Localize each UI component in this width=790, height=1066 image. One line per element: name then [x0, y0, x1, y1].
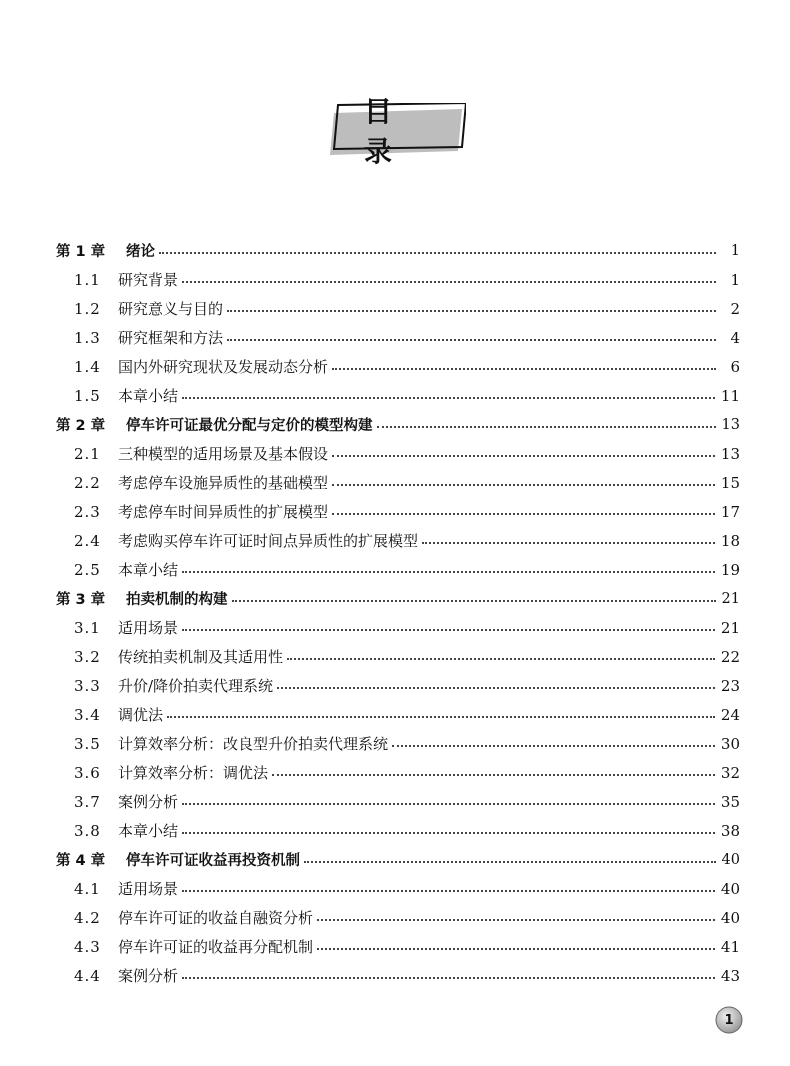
toc-entry-page: 1 — [730, 242, 740, 259]
toc-section-row — [56, 642, 740, 671]
toc-entry-number: 2.2 — [74, 473, 101, 492]
toc-entry-page: 22 — [720, 647, 740, 666]
toc-entry-page: 11 — [720, 386, 740, 405]
toc-entry-title: 适用场景 — [118, 880, 179, 898]
toc-entry-number: 第 4 章 — [56, 853, 106, 869]
toc-entry-page: 40 — [721, 851, 740, 868]
toc-entry-number: 4.1 — [74, 879, 101, 898]
toc-section-row — [56, 265, 740, 294]
toc-entry-page: 24 — [720, 705, 740, 724]
toc-entry-page: 13 — [721, 416, 740, 433]
toc-entry-number: 4.2 — [74, 908, 101, 927]
toc-entry-page: 18 — [720, 531, 740, 550]
toc-dot-leader — [277, 687, 715, 689]
toc-entry-page: 40 — [720, 879, 740, 898]
toc-dot-leader — [182, 629, 715, 631]
toc-entry-page: 38 — [720, 821, 740, 840]
toc-entry-number: 1.5 — [74, 386, 101, 405]
toc-section-row — [56, 497, 740, 526]
toc-entry-page: 23 — [720, 676, 740, 695]
toc-dot-leader — [422, 542, 715, 544]
toc-entry-title: 停车许可证最优分配与定价的模型构建 — [126, 418, 373, 434]
toc-entry-page: 41 — [720, 937, 740, 956]
toc-section-row — [56, 816, 740, 845]
toc-dot-leader — [392, 745, 715, 747]
toc-entry-title: 本章小结 — [118, 387, 179, 405]
toc-entry-page: 2 — [730, 299, 740, 318]
toc-entry-page: 13 — [720, 444, 740, 463]
toc-section-row — [56, 961, 740, 990]
toc-entry-number: 3.8 — [74, 821, 101, 840]
toc-entry-number: 2.1 — [74, 444, 101, 463]
page-number: 1 — [724, 1012, 734, 1028]
toc-entry-number: 第 1 章 — [56, 244, 106, 260]
toc-entry-title: 传统拍卖机制及其适用性 — [118, 648, 284, 666]
toc-entry-title: 升价/降价拍卖代理系统 — [118, 677, 274, 695]
toc-dot-leader — [317, 919, 715, 921]
toc-entry-title: 停车许可证收益再投资机制 — [126, 853, 300, 869]
toc-dot-leader — [182, 397, 715, 399]
toc-section-row — [56, 700, 740, 729]
toc-entry-number: 3.2 — [74, 647, 101, 666]
toc-entry-title: 案例分析 — [118, 793, 179, 811]
toc-entry-number: 1.4 — [74, 357, 101, 376]
toc-chapter-row — [56, 236, 740, 265]
toc-entry-page: 40 — [720, 908, 740, 927]
toc-entry-number: 1.3 — [74, 328, 101, 347]
toc-dot-leader — [304, 861, 716, 863]
toc-entry-title: 国内外研究现状及发展动态分析 — [118, 358, 329, 376]
toc-dot-leader — [182, 803, 715, 805]
toc-section-row — [56, 903, 740, 932]
toc-entry-title: 停车许可证的收益再分配机制 — [118, 938, 314, 956]
toc-dot-leader — [232, 600, 716, 602]
toc-dot-leader — [182, 890, 715, 892]
toc-entry-number: 3.4 — [74, 705, 101, 724]
toc-entry-number: 3.3 — [74, 676, 101, 695]
toc-entry-number: 1.2 — [74, 299, 101, 318]
toc-entry-title: 考虑停车时间异质性的扩展模型 — [118, 503, 329, 521]
toc-entry-page: 15 — [720, 473, 740, 492]
toc-entry-title: 研究框架和方法 — [118, 329, 224, 347]
toc-entry-title: 本章小结 — [118, 561, 179, 579]
toc-dot-leader — [227, 310, 716, 312]
toc-section-row — [56, 932, 740, 961]
toc-entry-page: 32 — [720, 763, 740, 782]
toc-section-row — [56, 381, 740, 410]
toc-chapter-row — [56, 584, 740, 613]
page-number-badge — [714, 1005, 744, 1035]
toc-entry-page: 21 — [720, 618, 740, 637]
toc-entry-number: 2.3 — [74, 502, 101, 521]
toc-entry-title: 三种模型的适用场景及基本假设 — [118, 445, 329, 463]
toc-entry-number: 2.4 — [74, 531, 101, 550]
toc-entry-number: 2.5 — [74, 560, 101, 579]
toc-dot-leader — [332, 368, 716, 370]
toc-section-row — [56, 613, 740, 642]
toc-chapter-row — [56, 410, 740, 439]
toc-entry-number: 第 3 章 — [56, 592, 106, 608]
toc-dot-leader — [332, 484, 715, 486]
toc-section-row — [56, 758, 740, 787]
toc-section-row — [56, 468, 740, 497]
toc-section-row — [56, 526, 740, 555]
toc-entry-page: 19 — [720, 560, 740, 579]
toc-dot-leader — [167, 716, 715, 718]
toc-entry-title: 考虑停车设施异质性的基础模型 — [118, 474, 329, 492]
toc-entry-title: 研究意义与目的 — [118, 300, 224, 318]
toc-section-row — [56, 439, 740, 468]
toc-dot-leader — [332, 455, 715, 457]
toc-dot-leader — [272, 774, 715, 776]
toc-entry-number: 3.1 — [74, 618, 101, 637]
toc-entry-number: 第 2 章 — [56, 418, 106, 434]
toc-dot-leader — [317, 948, 715, 950]
toc-entry-page: 17 — [720, 502, 740, 521]
toc-entry-title: 绪论 — [126, 244, 155, 260]
toc-entry-title: 案例分析 — [118, 967, 179, 985]
page-title-box — [330, 95, 466, 168]
toc-entry-number: 3.7 — [74, 792, 101, 811]
toc-dot-leader — [332, 513, 715, 515]
toc-section-row — [56, 352, 740, 381]
page-title: 目 录 — [364, 95, 427, 168]
table-of-contents — [56, 236, 740, 990]
toc-entry-page: 21 — [721, 590, 740, 607]
toc-entry-page: 6 — [730, 357, 740, 376]
toc-dot-leader — [227, 339, 716, 341]
toc-entry-title: 研究背景 — [118, 271, 179, 289]
toc-dot-leader — [182, 281, 716, 283]
toc-entry-number: 1.1 — [74, 270, 101, 289]
toc-section-row — [56, 874, 740, 903]
toc-dot-leader — [377, 426, 716, 428]
toc-entry-title: 拍卖机制的构建 — [126, 592, 228, 608]
toc-entry-number: 3.6 — [74, 763, 101, 782]
toc-dot-leader — [182, 832, 715, 834]
toc-section-row — [56, 294, 740, 323]
toc-entry-title: 调优法 — [118, 706, 164, 724]
toc-entry-title: 停车许可证的收益自融资分析 — [118, 909, 314, 927]
toc-entry-title: 计算效率分析：调优法 — [118, 764, 269, 782]
toc-chapter-row — [56, 845, 740, 874]
toc-section-row — [56, 729, 740, 758]
toc-dot-leader — [182, 977, 715, 979]
toc-entry-title: 本章小结 — [118, 822, 179, 840]
toc-section-row — [56, 323, 740, 352]
toc-entry-number: 3.5 — [74, 734, 101, 753]
toc-dot-leader — [182, 571, 715, 573]
toc-entry-title: 计算效率分析：改良型升价拍卖代理系统 — [118, 735, 389, 753]
toc-entry-title: 适用场景 — [118, 619, 179, 637]
toc-entry-title: 考虑购买停车许可证时间点异质性的扩展模型 — [118, 532, 419, 550]
toc-section-row — [56, 671, 740, 700]
toc-entry-page: 30 — [720, 734, 740, 753]
toc-entry-number: 4.3 — [74, 937, 101, 956]
toc-section-row — [56, 555, 740, 584]
toc-dot-leader — [159, 252, 716, 254]
toc-entry-page: 4 — [730, 328, 740, 347]
toc-entry-page: 43 — [720, 966, 740, 985]
toc-entry-number: 4.4 — [74, 966, 101, 985]
toc-section-row — [56, 787, 740, 816]
toc-entry-page: 35 — [720, 792, 740, 811]
toc-entry-page: 1 — [730, 270, 740, 289]
toc-dot-leader — [287, 658, 715, 660]
